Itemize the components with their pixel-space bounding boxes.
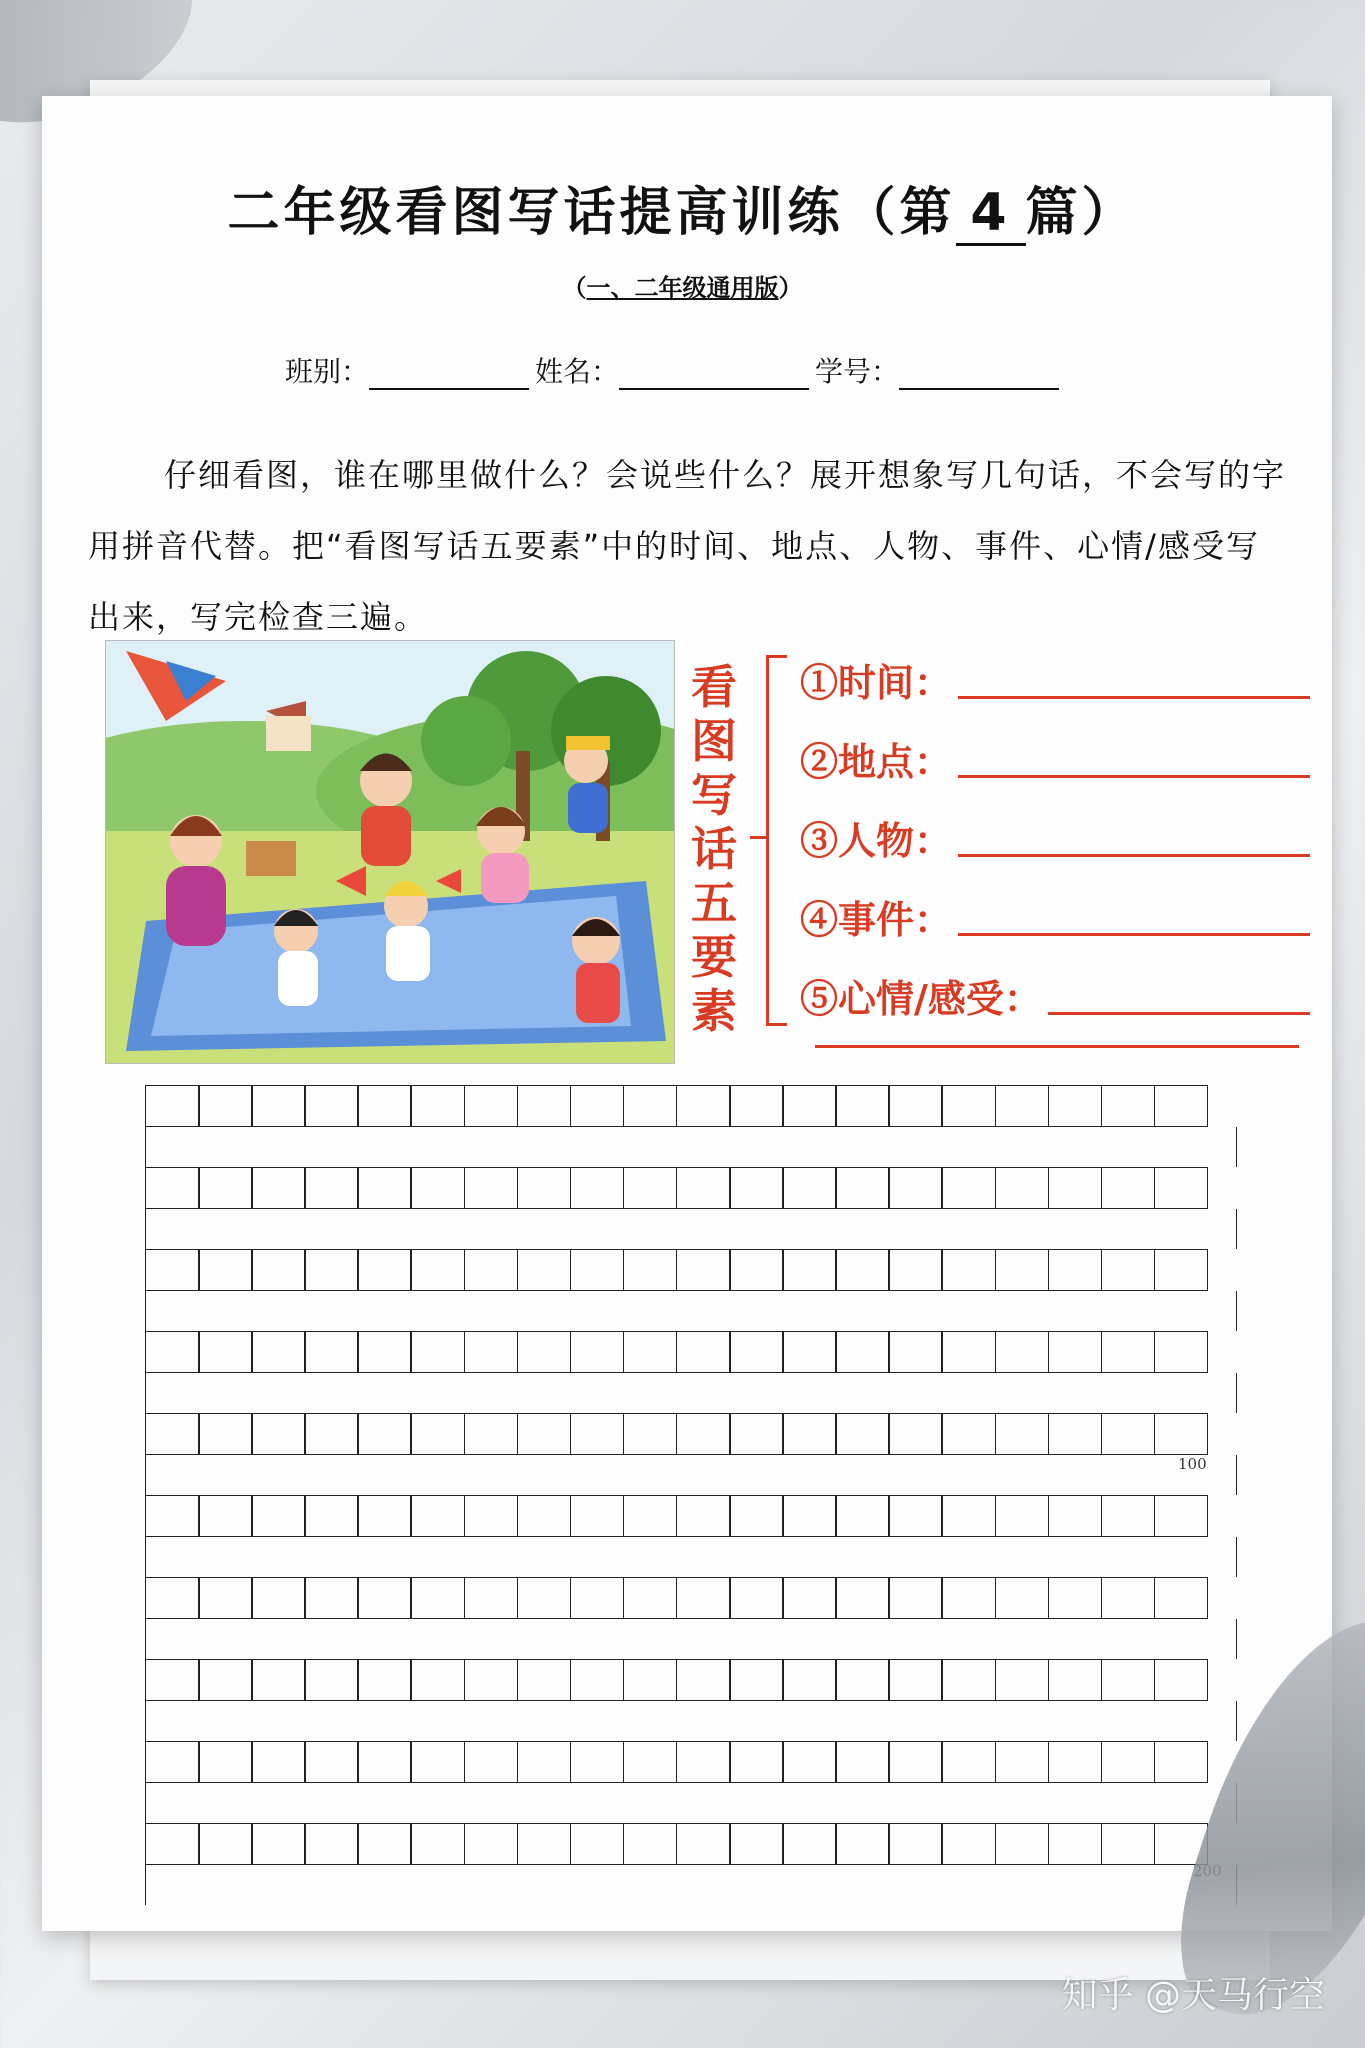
grid-cell[interactable] <box>782 1741 837 1783</box>
grid-cell[interactable] <box>517 1577 572 1619</box>
grid-cell[interactable] <box>1154 1249 1209 1291</box>
grid-cell[interactable] <box>676 1823 731 1865</box>
grid-cell[interactable] <box>1048 1167 1103 1209</box>
grid-row-gap <box>145 1209 1237 1249</box>
grid-cell[interactable] <box>517 1249 572 1291</box>
grid-cell[interactable] <box>145 1659 200 1701</box>
grid-cell[interactable] <box>888 1577 943 1619</box>
grid-cell[interactable] <box>517 1331 572 1373</box>
grid-cell[interactable] <box>251 1085 306 1127</box>
grid-cell[interactable] <box>941 1331 996 1373</box>
grid-cell[interactable] <box>676 1249 731 1291</box>
grid-cell[interactable] <box>623 1577 678 1619</box>
grid-cell[interactable] <box>251 1495 306 1537</box>
grid-cell[interactable] <box>835 1413 890 1455</box>
grid-cell[interactable] <box>570 1413 625 1455</box>
grid-cell[interactable] <box>517 1823 572 1865</box>
grid-cell[interactable] <box>676 1413 731 1455</box>
grid-cell[interactable] <box>729 1413 784 1455</box>
grid-cell[interactable] <box>464 1577 519 1619</box>
grid-cell[interactable] <box>1101 1249 1156 1291</box>
grid-cell[interactable] <box>888 1659 943 1701</box>
grid-cell[interactable] <box>729 1741 784 1783</box>
grid-cell[interactable] <box>1048 1495 1103 1537</box>
element-feeling <box>800 956 1310 1035</box>
grid-cell[interactable] <box>198 1331 253 1373</box>
grid-cell[interactable] <box>198 1085 253 1127</box>
grid-cell[interactable] <box>410 1085 465 1127</box>
grid-cell[interactable] <box>145 1413 200 1455</box>
bracket-line <box>766 655 787 1026</box>
subtitle-close: ） <box>778 274 803 302</box>
grid-cell[interactable] <box>995 1495 1050 1537</box>
grid-cell[interactable] <box>304 1331 359 1373</box>
grid-cell[interactable] <box>1154 1659 1209 1701</box>
grid-cell[interactable] <box>888 1167 943 1209</box>
worksheet-title <box>0 170 1365 246</box>
grid-cell[interactable] <box>1048 1741 1103 1783</box>
grid-cell[interactable] <box>888 1085 943 1127</box>
grid-cell[interactable] <box>570 1823 625 1865</box>
element-people-label: ③人物： <box>800 818 953 863</box>
grid-cell[interactable] <box>835 1085 890 1127</box>
grid-cell[interactable] <box>941 1495 996 1537</box>
title-number: 4 <box>956 183 1026 246</box>
grid-cell[interactable] <box>782 1085 837 1127</box>
grid-cell[interactable] <box>835 1167 890 1209</box>
element-place-answer-line[interactable] <box>958 739 1310 778</box>
grid-cell[interactable] <box>1101 1741 1156 1783</box>
grid-cell[interactable] <box>729 1167 784 1209</box>
title-prefix: 二年级看图写话提高训练（第 <box>227 183 956 243</box>
grid-cell[interactable] <box>676 1167 731 1209</box>
five-elements-title: 看 图 写 话 五 要 素 <box>691 660 737 1038</box>
element-time-answer-line[interactable] <box>958 660 1310 699</box>
grid-cell[interactable] <box>464 1413 519 1455</box>
grid-row-gap <box>145 1783 1237 1823</box>
grid-cell[interactable] <box>410 1495 465 1537</box>
element-feeling-answer-line[interactable] <box>1048 976 1310 1015</box>
extra-answer-line[interactable] <box>815 1045 1299 1048</box>
grid-cell[interactable] <box>782 1495 837 1537</box>
class-label: 班别： <box>285 355 370 388</box>
grid-row <box>145 1331 1237 1373</box>
grid-cell[interactable] <box>251 1577 306 1619</box>
grid-cell[interactable] <box>835 1495 890 1537</box>
grid-cell[interactable] <box>570 1659 625 1701</box>
grid-cell[interactable] <box>198 1495 253 1537</box>
grid-cell[interactable] <box>304 1495 359 1537</box>
element-people <box>800 798 1310 877</box>
grid-cell[interactable] <box>995 1741 1050 1783</box>
grid-cell[interactable] <box>729 1085 784 1127</box>
writing-grid <box>145 1085 1237 1905</box>
grid-cell[interactable] <box>941 1659 996 1701</box>
grid-cell[interactable] <box>198 1249 253 1291</box>
grid-cell[interactable] <box>729 1823 784 1865</box>
title-suffix: 篇） <box>1025 183 1138 243</box>
grid-cell[interactable] <box>888 1331 943 1373</box>
grid-cell[interactable] <box>464 1331 519 1373</box>
grid-cell[interactable] <box>464 1249 519 1291</box>
grid-cell[interactable] <box>357 1167 412 1209</box>
grid-cell[interactable] <box>1101 1495 1156 1537</box>
grid-cell[interactable] <box>1048 1085 1103 1127</box>
grid-cell[interactable] <box>888 1741 943 1783</box>
element-place <box>800 719 1310 798</box>
grid-cell[interactable] <box>835 1741 890 1783</box>
grid-cell[interactable] <box>623 1167 678 1209</box>
grid-cell[interactable] <box>357 1659 412 1701</box>
grid-cell[interactable] <box>729 1249 784 1291</box>
grid-cell[interactable] <box>1048 1413 1103 1455</box>
grid-cell[interactable] <box>1048 1823 1103 1865</box>
grid-cell[interactable] <box>1154 1741 1209 1783</box>
grid-cell[interactable] <box>941 1167 996 1209</box>
grid-cell[interactable] <box>941 1085 996 1127</box>
grid-cell[interactable] <box>410 1413 465 1455</box>
grid-cell[interactable] <box>888 1413 943 1455</box>
grid-cell[interactable] <box>304 1741 359 1783</box>
grid-cell[interactable] <box>1101 1659 1156 1701</box>
grid-cell[interactable] <box>410 1823 465 1865</box>
grid-cell[interactable] <box>1154 1167 1209 1209</box>
grid-cell[interactable] <box>570 1249 625 1291</box>
grid-cell[interactable] <box>357 1413 412 1455</box>
watermark: 知乎 @天马行空 <box>1061 1975 1325 2016</box>
grid-cell[interactable] <box>517 1167 572 1209</box>
grid-cell[interactable] <box>623 1659 678 1701</box>
grid-cell[interactable] <box>304 1085 359 1127</box>
grid-cell[interactable] <box>251 1167 306 1209</box>
instructions-text: 仔细看图，谁在哪里做什么？会说些什么？展开想象写几句话，不会写的字用拼音代替。把“看图写话五要素”中的时间、地点、人物、事件、心情/感受写出来，写完检查三遍。 <box>88 456 1287 636</box>
grid-cell[interactable] <box>357 1331 412 1373</box>
element-place-label: ②地点： <box>800 739 953 784</box>
grid-cell[interactable] <box>995 1577 1050 1619</box>
grid-cell[interactable] <box>464 1085 519 1127</box>
grid-cell[interactable] <box>1154 1413 1209 1455</box>
grid-cell[interactable] <box>145 1085 200 1127</box>
grid-row <box>145 1577 1237 1619</box>
grid-cell[interactable] <box>995 1167 1050 1209</box>
grid-cell[interactable] <box>995 1413 1050 1455</box>
grid-cell[interactable] <box>464 1167 519 1209</box>
grid-cell[interactable] <box>198 1413 253 1455</box>
grid-cell[interactable] <box>1154 1577 1209 1619</box>
grid-cell[interactable] <box>198 1577 253 1619</box>
grid-cell[interactable] <box>145 1577 200 1619</box>
grid-cell[interactable] <box>464 1659 519 1701</box>
grid-cell[interactable] <box>676 1577 731 1619</box>
grid-cell[interactable] <box>357 1495 412 1537</box>
grid-cell[interactable] <box>145 1167 200 1209</box>
grid-cell[interactable] <box>357 1741 412 1783</box>
grid-cell[interactable] <box>410 1659 465 1701</box>
grid-cell[interactable] <box>995 1659 1050 1701</box>
grid-cell[interactable] <box>623 1085 678 1127</box>
element-people-answer-line[interactable] <box>958 818 1310 857</box>
grid-mark-100: 100 <box>1178 1455 1207 1473</box>
grid-cell[interactable] <box>888 1495 943 1537</box>
grid-cell[interactable] <box>676 1741 731 1783</box>
grid-cell[interactable] <box>357 1249 412 1291</box>
grid-cell[interactable] <box>145 1823 200 1865</box>
grid-cell[interactable] <box>517 1495 572 1537</box>
grid-cell[interactable] <box>623 1495 678 1537</box>
grid-cell[interactable] <box>251 1823 306 1865</box>
grid-row-gap <box>145 1537 1237 1577</box>
grid-cell[interactable] <box>782 1577 837 1619</box>
grid-cell[interactable] <box>145 1331 200 1373</box>
grid-row <box>145 1823 1237 1865</box>
grid-cell[interactable] <box>198 1659 253 1701</box>
grid-cell[interactable] <box>464 1495 519 1537</box>
grid-cell[interactable] <box>623 1249 678 1291</box>
grid-row-gap <box>145 1865 1237 1905</box>
grid-cell[interactable] <box>1048 1659 1103 1701</box>
grid-cell[interactable] <box>782 1249 837 1291</box>
grid-cell[interactable] <box>782 1167 837 1209</box>
grid-cell[interactable] <box>570 1167 625 1209</box>
number-field[interactable] <box>899 358 1059 390</box>
name-label: 姓名： <box>535 355 620 388</box>
class-field[interactable] <box>369 358 529 390</box>
grid-cell[interactable] <box>251 1741 306 1783</box>
grid-cell[interactable] <box>357 1577 412 1619</box>
grid-cell[interactable] <box>729 1495 784 1537</box>
grid-cell[interactable] <box>782 1659 837 1701</box>
element-time-label: ①时间： <box>800 660 953 705</box>
grid-cell[interactable] <box>251 1331 306 1373</box>
grid-cell[interactable] <box>251 1413 306 1455</box>
grid-cell[interactable] <box>623 1413 678 1455</box>
grid-cell[interactable] <box>941 1577 996 1619</box>
grid-cell[interactable] <box>251 1659 306 1701</box>
element-time <box>800 640 1310 719</box>
grid-cell[interactable] <box>1154 1495 1209 1537</box>
grid-cell[interactable] <box>198 1741 253 1783</box>
element-feeling-label: ⑤心情/感受： <box>800 976 1042 1021</box>
grid-cell[interactable] <box>145 1741 200 1783</box>
picnic-illustration <box>105 640 675 1064</box>
worksheet-subtitle <box>0 268 1365 303</box>
grid-cell[interactable] <box>1101 1085 1156 1127</box>
grid-row-gap <box>145 1619 1237 1659</box>
grid-cell[interactable] <box>1101 1331 1156 1373</box>
grid-cell[interactable] <box>304 1659 359 1701</box>
grid-cell[interactable] <box>835 1331 890 1373</box>
bracket-tip <box>750 836 768 839</box>
grid-row-gap <box>145 1701 1237 1741</box>
grid-row <box>145 1413 1237 1455</box>
grid-cell[interactable] <box>1101 1577 1156 1619</box>
grid-cell[interactable] <box>304 1823 359 1865</box>
grid-cell[interactable] <box>304 1249 359 1291</box>
grid-row <box>145 1167 1237 1209</box>
grid-cell[interactable] <box>835 1577 890 1619</box>
grid-cell[interactable] <box>410 1577 465 1619</box>
name-field[interactable] <box>619 358 809 390</box>
grid-cell[interactable] <box>198 1823 253 1865</box>
grid-cell[interactable] <box>1154 1331 1209 1373</box>
grid-cell[interactable] <box>941 1413 996 1455</box>
grid-cell[interactable] <box>835 1823 890 1865</box>
grid-cell[interactable] <box>410 1741 465 1783</box>
grid-cell[interactable] <box>357 1085 412 1127</box>
grid-cell[interactable] <box>1154 1085 1209 1127</box>
grid-cell[interactable] <box>782 1331 837 1373</box>
grid-cell[interactable] <box>1048 1577 1103 1619</box>
grid-cell[interactable] <box>410 1249 465 1291</box>
grid-cell[interactable] <box>676 1331 731 1373</box>
grid-cell[interactable] <box>570 1495 625 1537</box>
grid-cell[interactable] <box>517 1659 572 1701</box>
grid-cell[interactable] <box>888 1249 943 1291</box>
grid-cell[interactable] <box>995 1823 1050 1865</box>
grid-cell[interactable] <box>410 1331 465 1373</box>
grid-cell[interactable] <box>941 1741 996 1783</box>
grid-cell[interactable] <box>729 1659 784 1701</box>
grid-cell[interactable] <box>1101 1413 1156 1455</box>
five-elements-list <box>800 640 1310 1035</box>
grid-cell[interactable] <box>410 1167 465 1209</box>
element-event <box>800 877 1310 956</box>
subtitle-text: 一、二年级通用版 <box>586 274 779 302</box>
grid-cell[interactable] <box>995 1249 1050 1291</box>
grid-cell[interactable] <box>995 1085 1050 1127</box>
grid-cell[interactable] <box>145 1249 200 1291</box>
grid-cell[interactable] <box>570 1741 625 1783</box>
grid-cell[interactable] <box>1048 1331 1103 1373</box>
element-event-answer-line[interactable] <box>958 897 1310 936</box>
number-label: 学号： <box>815 355 900 388</box>
student-info-fields <box>285 350 1065 390</box>
grid-cell[interactable] <box>517 1741 572 1783</box>
grid-cell[interactable] <box>304 1413 359 1455</box>
grid-row-gap <box>145 1127 1237 1167</box>
subtitle-open: （ <box>562 274 587 302</box>
grid-cell[interactable] <box>198 1167 253 1209</box>
grid-cell[interactable] <box>729 1577 784 1619</box>
grid-cell[interactable] <box>623 1823 678 1865</box>
grid-cell[interactable] <box>1048 1249 1103 1291</box>
grid-row-gap <box>145 1373 1237 1413</box>
grid-cell[interactable] <box>782 1823 837 1865</box>
grid-cell[interactable] <box>676 1495 731 1537</box>
grid-cell[interactable] <box>676 1085 731 1127</box>
grid-row <box>145 1741 1237 1783</box>
grid-cell[interactable] <box>570 1331 625 1373</box>
grid-cell[interactable] <box>782 1413 837 1455</box>
grid-cell[interactable] <box>623 1331 678 1373</box>
grid-row <box>145 1495 1237 1537</box>
grid-cell[interactable] <box>464 1823 519 1865</box>
grid-cell[interactable] <box>570 1085 625 1127</box>
grid-cell[interactable] <box>1101 1167 1156 1209</box>
grid-cell[interactable] <box>1101 1823 1156 1865</box>
grid-row <box>145 1659 1237 1701</box>
grid-cell[interactable] <box>835 1249 890 1291</box>
grid-cell[interactable] <box>517 1413 572 1455</box>
grid-row-gap <box>145 1291 1237 1331</box>
grid-cell[interactable] <box>145 1495 200 1537</box>
grid-cell[interactable] <box>888 1823 943 1865</box>
element-event-label: ④事件： <box>800 897 953 942</box>
grid-cell[interactable] <box>995 1331 1050 1373</box>
grid-cell[interactable] <box>676 1659 731 1701</box>
grid-cell[interactable] <box>941 1823 996 1865</box>
grid-cell[interactable] <box>357 1823 412 1865</box>
grid-cell[interactable] <box>251 1249 306 1291</box>
grid-cell[interactable] <box>304 1577 359 1619</box>
grid-cell[interactable] <box>517 1085 572 1127</box>
grid-cell[interactable] <box>729 1331 784 1373</box>
grid-row-gap <box>145 1455 1237 1495</box>
grid-row <box>145 1085 1237 1127</box>
grid-cell[interactable] <box>623 1741 678 1783</box>
grid-cell[interactable] <box>570 1577 625 1619</box>
grid-cell[interactable] <box>304 1167 359 1209</box>
grid-cell[interactable] <box>464 1741 519 1783</box>
grid-cell[interactable] <box>941 1249 996 1291</box>
grid-cell[interactable] <box>835 1659 890 1701</box>
grid-row <box>145 1249 1237 1291</box>
